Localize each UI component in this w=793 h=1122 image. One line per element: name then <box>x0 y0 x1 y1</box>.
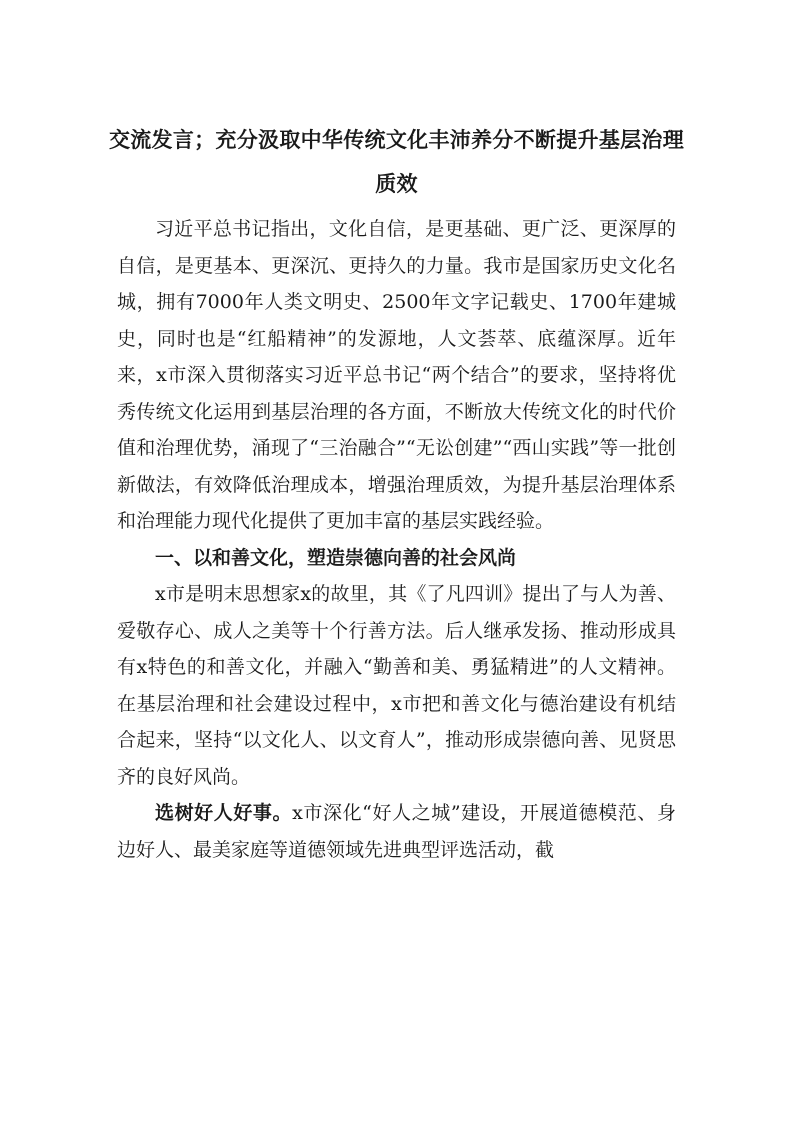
section-heading-1: 一、以和善文化，塑造崇德向善的社会风尚 <box>155 546 517 569</box>
section-1-paragraph: x市是明末思想家x的故里，其《了凡四训》提出了与人为善、爱敬存心、成人之美等十个行善方法。后人继承发扬、推动形成具有x特色的和善文化，并融入“勤善和美、勇猛精进”的人文精神。在基层治理和社会建设过程中，x市把和善文化与德治建设有机结合起来，坚持“以文化人、以文育人”，推动形成崇德向善、见贤思齐的良好风尚。 <box>117 583 676 788</box>
document-body <box>117 211 676 868</box>
item-text: x市深化“好人之城”建设，开展道德模范、身边好人、最美家庭等道德领域先进典型评选活动，截 <box>117 802 676 861</box>
section-1-item-1 <box>117 795 676 868</box>
document-title: 交流发言；充分汲取中华传统文化丰沛养分不断提升基层治理质效 <box>108 128 685 196</box>
item-lead: 选树好人好事。 <box>155 802 293 824</box>
intro-paragraph: 习近平总书记指出，文化自信，是更基础、更广泛、更深厚的自信，是更基本、更深沉、更持久的力量。我市是国家历史文化名城，拥有7000年人类文明史、2500年文字记载史、1700年建城史，同时也是“红船精神”的发源地，人文荟萃、底蕴深厚。近年来，x市深入贯彻落实习近平总书记“两个结合”的要求，坚持将优秀传统文化运用到基层治理的各方面，不断放大传统文化的时代价值和治理优势，涌现了“三治融合”“无讼创建”“西山实践”等一批创新做法，有效降低治理成本，增强治理质效，为提升基层治理体系和治理能力现代化提供了更加丰富的基层实践经验。 <box>117 218 676 532</box>
